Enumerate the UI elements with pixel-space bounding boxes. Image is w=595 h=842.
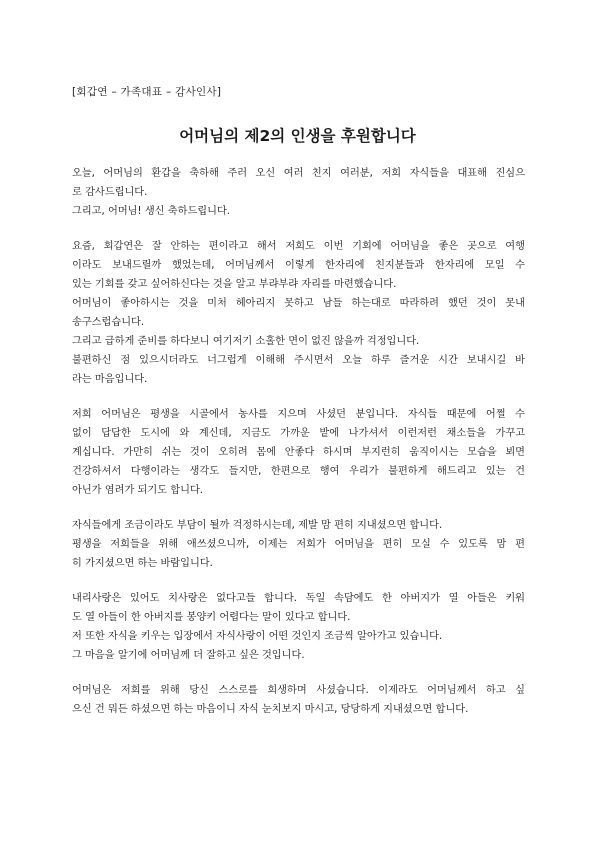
paragraph-line: 오늘, 어머님의 환갑을 축하해 주러 오신 여러 친지 여러분, 저희 자식들을 대표해 진심으 bbox=[72, 168, 525, 179]
paragraph-line: 계십니다. 가만히 쉬는 것이 오히려 몸에 안좋다 하시며 부지런히 움직이시는 모습을 뵈면 bbox=[72, 447, 525, 458]
document-category: [회갑연 – 가족대표 – 감사인사] bbox=[72, 86, 222, 98]
paragraph-line: 라는 마음입니다. bbox=[72, 374, 148, 385]
paragraph-line: 로 감사드립니다. bbox=[72, 187, 148, 198]
paragraph-line: 으신 건 뭐든 하셨으면 하는 마음이니 자식 눈치보지 마시고, 당당하게 지내셨으면 합니다. bbox=[72, 704, 469, 715]
document-title: 어머님의 제2의 인생을 후원합니다 bbox=[179, 127, 416, 145]
paragraph-line: 건강하셔서 다행이라는 생각도 들지만, 한편으로 행여 우리가 불편하게 해드리고 있는 건 bbox=[72, 466, 525, 477]
paragraph-line: 요즘, 회갑연은 잘 안하는 편이라고 해서 저희도 이번 기회에 어머님을 좋은 곳으로 여행 bbox=[72, 241, 525, 252]
paragraph-line: 내리사랑은 있어도 치사랑은 없다고들 합니다. 독일 속담에도 한 아버지가 열 아들은 키워 bbox=[72, 593, 525, 604]
paragraph-line: 저희 어머님은 평생을 시골에서 농사를 지으며 사셨던 분입니다. 자식들 때문에 어쩔 수 bbox=[72, 409, 525, 420]
paragraph-line: 송구스럽습니다. bbox=[72, 317, 145, 328]
paragraph-line: 그 마음을 알기에 어머님께 더 잘하고 싶은 것입니다. bbox=[72, 650, 305, 661]
paragraph-line: 불편하신 점 있으시더라도 너그럽게 이해해 주시면서 오늘 하루 즐거운 시간 보내시길 바 bbox=[72, 355, 525, 366]
paragraph-line: 어머님이 좋아하시는 것을 미처 헤아리지 못하고 남들 하는대로 따라하려 했던 것이 못내 bbox=[72, 298, 525, 309]
paragraph bbox=[72, 516, 525, 573]
paragraph bbox=[72, 681, 525, 719]
paragraph-line: 그리고, 어머님! 생신 축하드립니다. bbox=[72, 206, 231, 217]
paragraph-line: 있는 기회를 갖고 싶어하신다는 것을 알고 부랴부랴 자리를 마련했습니다. bbox=[72, 279, 397, 290]
paragraph-line: 어머님은 저희를 위해 당신 스스로를 희생하며 사셨습니다. 이제라도 어머님께서 하고 싶 bbox=[72, 685, 525, 696]
paragraph-line: 이라도 보내드릴까 했었는데, 어머님께서 이렇게 한자리에 친지분들과 한자리에 모일 수 bbox=[72, 260, 525, 271]
paragraph-line: 자식들에게 조금이라도 부담이 될까 걱정하시는데, 제발 맘 편히 지내셨으면 합니다. bbox=[72, 520, 443, 531]
paragraph-line: 그리고 급하게 준비를 하다보니 여기저기 소홀한 면이 없진 않을까 걱정입니다. bbox=[72, 336, 420, 347]
paragraph bbox=[72, 237, 525, 389]
paragraph-line: 없이 답답한 도시에 와 계신데, 지금도 가까운 밭에 나가셔서 이런저런 채소들을 가꾸고 bbox=[72, 428, 525, 439]
paragraph-line: 히 가지셨으면 하는 바람입니다. bbox=[72, 558, 213, 569]
paragraph-line: 아닌가 염려가 되기도 합니다. bbox=[72, 485, 204, 496]
paragraph bbox=[72, 164, 525, 221]
paragraph bbox=[72, 589, 525, 665]
document-body bbox=[72, 164, 525, 735]
paragraph-line: 평생을 저희들을 위해 애쓰셨으니까, 이제는 저희가 어머님을 편히 모실 수 있도록 맘 편 bbox=[72, 539, 525, 550]
paragraph-line: 저 또한 자식을 키우는 입장에서 자식사랑이 어떤 것인지 조금씩 알아가고 있습니다. bbox=[72, 631, 443, 642]
paragraph bbox=[72, 405, 525, 500]
paragraph-line: 도 열 아들이 한 아버지를 봉양키 어렵다는 말이 있다고 합니다. bbox=[72, 612, 351, 623]
